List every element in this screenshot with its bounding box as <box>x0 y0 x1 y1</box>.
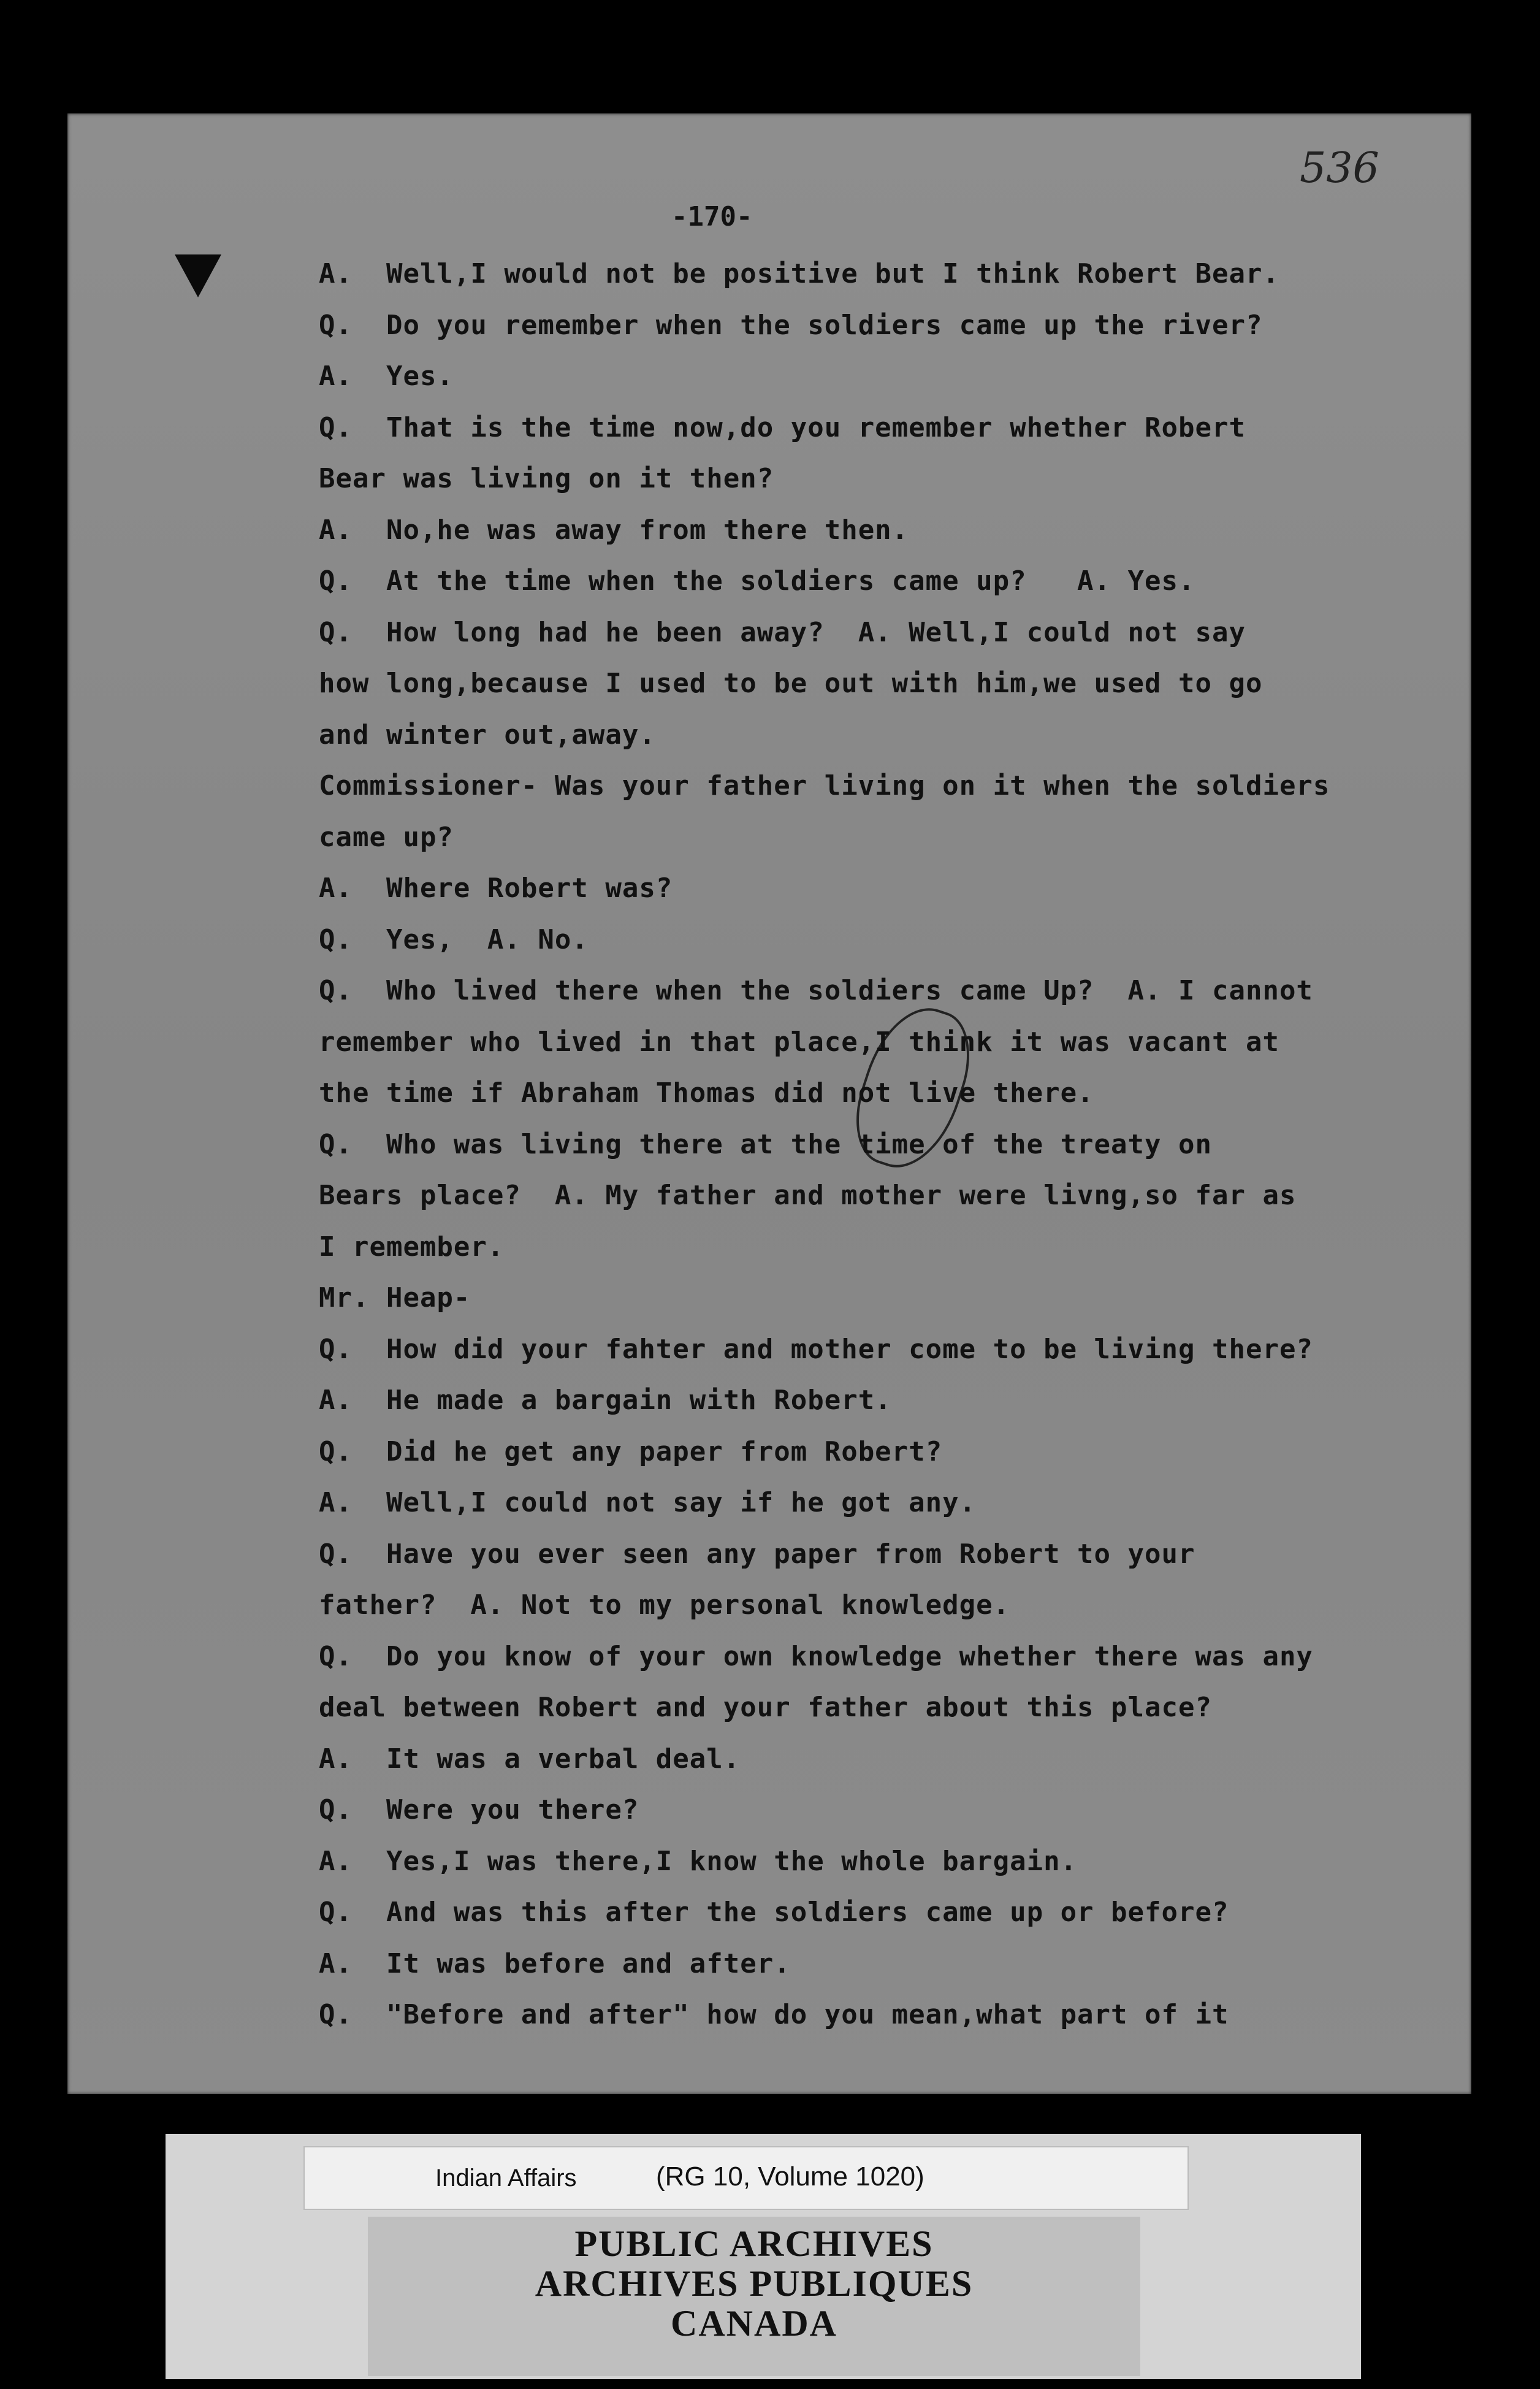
transcript-line: A. Yes. <box>319 361 454 392</box>
handwritten-page-annotation: 536 <box>1300 144 1379 193</box>
archive-name-fr: ARCHIVES PUBLIQUES <box>535 2263 974 2304</box>
transcript-line: the time if Abraham Thomas did not live there. <box>319 1077 1094 1109</box>
page-number: -170- <box>671 201 753 232</box>
transcript-line: Q. That is the time now,do you remember whether Robert <box>319 411 1246 443</box>
archive-country: CANADA <box>671 2303 837 2344</box>
transcript-line: how long,because I used to be out with him,we used to go <box>319 668 1263 699</box>
margin-marker-icon <box>175 254 221 297</box>
archive-department: Indian Affairs <box>435 2165 577 2192</box>
transcript-line: deal between Robert and your father about this place? <box>319 1692 1212 1723</box>
transcript-line: Q. Did he get any paper from Robert? <box>319 1435 943 1467</box>
transcript-line: Q. Yes, A. No. <box>319 923 589 955</box>
transcript-line: remember who lived in that place,I think it was vacant at <box>319 1026 1279 1058</box>
transcript-line: A. He made a bargain with Robert. <box>319 1385 892 1416</box>
transcript-line: A. Well,I would not be positive but I think Robert Bear. <box>319 258 1279 289</box>
transcript-line: Bear was living on it then? <box>319 463 774 494</box>
transcript-line: and winter out,away. <box>319 719 656 751</box>
transcript-line: Q. Who was living there at the time of the treaty on <box>319 1128 1212 1160</box>
transcript-line: Q. Who lived there when the soldiers came Up? A. I cannot <box>319 975 1313 1006</box>
transcript-line: Bears place? A. My father and mother were livng,so far as <box>319 1180 1297 1211</box>
transcript-line: A. Yes,I was there,I know the whole bargain. <box>319 1845 1078 1877</box>
transcript-line: Q. How long had he been away? A. Well,I could not say <box>319 616 1246 648</box>
transcript-body <box>319 248 1435 2041</box>
transcript-line: I remember. <box>319 1231 505 1263</box>
transcript-line: Q. "Before and after" how do you mean,what part of it <box>319 1999 1229 2030</box>
transcript-line: Q. And was this after the soldiers came up or before? <box>319 1897 1229 1928</box>
transcript-line: Q. Do you remember when the soldiers came up the river? <box>319 309 1263 341</box>
transcript-line: A. It was a verbal deal. <box>319 1743 741 1775</box>
transcript-line: father? A. Not to my personal knowledge. <box>319 1589 1010 1621</box>
transcript-line: A. No,he was away from there then. <box>319 514 909 546</box>
transcript-line: Q. Have you ever seen any paper from Robert to your <box>319 1538 1195 1570</box>
transcript-line: Q. Were you there? <box>319 1794 639 1825</box>
transcript-line: Q. Do you know of your own knowledge whether there was any <box>319 1640 1313 1672</box>
archive-name-en: PUBLIC ARCHIVES <box>574 2223 934 2264</box>
transcript-line: came up? <box>319 821 454 853</box>
transcript-line: A. It was before and after. <box>319 1948 791 1979</box>
archive-reference: (RG 10, Volume 1020) <box>656 2162 924 2192</box>
transcript-line: A. Where Robert was? <box>319 873 673 904</box>
transcript-line: Commissioner- Was your father living on it when the soldiers <box>319 770 1330 801</box>
transcript-line: Q. At the time when the soldiers came up? A. Yes. <box>319 565 1195 597</box>
transcript-line: Q. How did your fahter and mother come to be living there? <box>319 1333 1313 1365</box>
transcript-line: A. Well,I could not say if he got any. <box>319 1487 977 1518</box>
transcript-line: Mr. Heap- <box>319 1282 471 1313</box>
